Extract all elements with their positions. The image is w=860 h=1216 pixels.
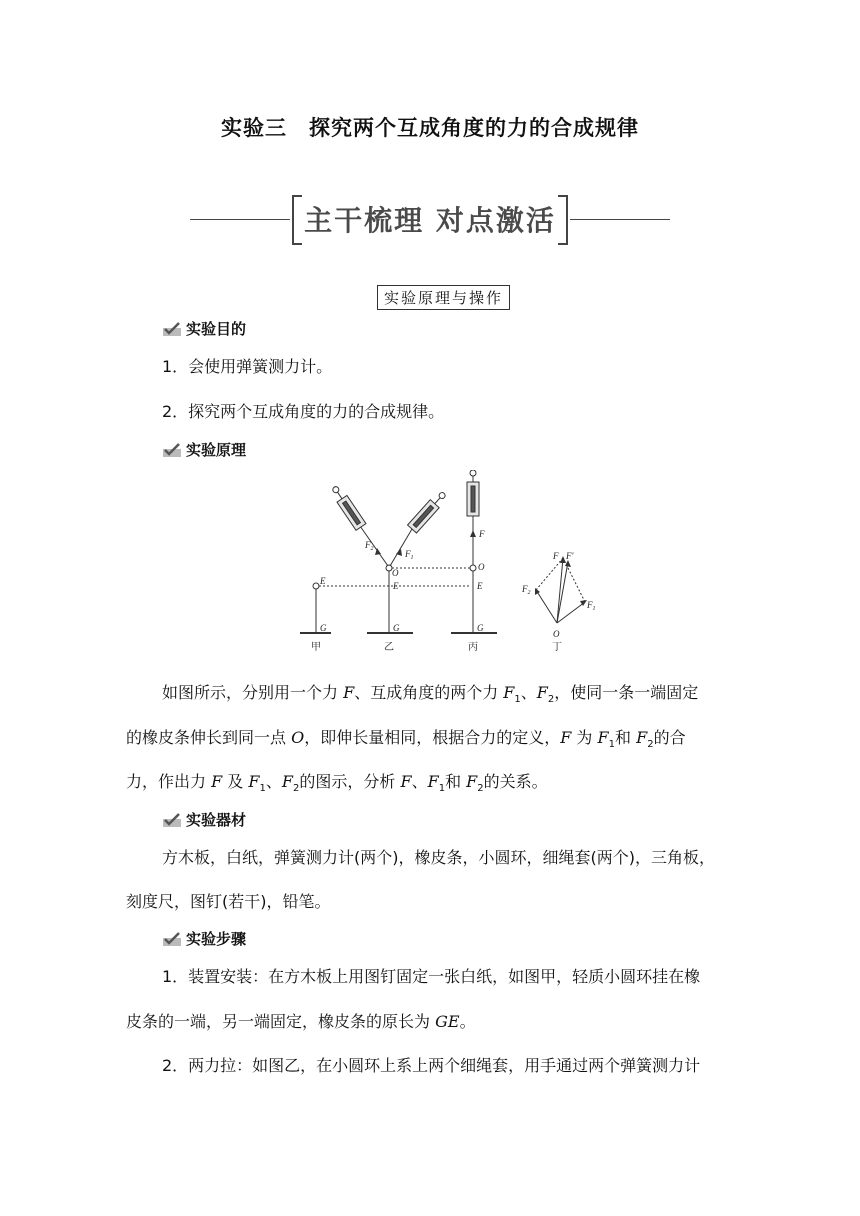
string-right xyxy=(390,529,412,566)
banner-text: 主干梳理 对点激活 xyxy=(304,204,556,237)
experiment-figure xyxy=(295,470,615,660)
label-F2: $F_2$ xyxy=(365,540,374,552)
steps-line: 1．装置安装：在方木板上用图钉固定一张白纸，如图甲，轻质小圆环挂在橡 xyxy=(162,967,701,986)
label-F1: $F_1$ xyxy=(587,600,596,612)
ring-bing xyxy=(470,565,476,571)
section-heading-principle xyxy=(162,439,246,460)
purpose-item: 1．会使用弹簧测力计。 xyxy=(162,357,333,376)
checkmark-icon xyxy=(162,442,182,458)
section-heading-label: 实验目的 xyxy=(186,320,247,338)
section-banner xyxy=(292,195,568,243)
section-heading-label: 实验原理 xyxy=(186,441,247,459)
spring-scale-vertical xyxy=(467,470,479,516)
caption-bing: 丙 xyxy=(468,642,478,653)
label-G: G xyxy=(393,623,400,633)
label-E: E xyxy=(393,581,399,591)
checkmark-icon xyxy=(162,321,182,337)
label-F2: $F_2$ xyxy=(522,584,531,596)
banner-left-line xyxy=(190,219,290,220)
boxed-subtitle: 实验原理与操作 xyxy=(377,285,510,310)
steps-line: 皮条的一端，另一端固定，橡皮条的原长为 GE。 xyxy=(126,1012,476,1031)
banner-right-line xyxy=(570,219,670,220)
label-G: G xyxy=(477,623,484,633)
steps-line: 2．两力拉：如图乙，在小圆环上系上两个细绳套，用手通过两个弹簧测力计 xyxy=(162,1056,701,1075)
section-heading-label: 实验器材 xyxy=(186,811,247,829)
section-heading-label: 实验步骤 xyxy=(186,930,247,948)
label-E: E xyxy=(320,576,326,586)
label-F1: $F_1$ xyxy=(405,549,414,561)
section-heading-steps xyxy=(162,928,246,949)
section-heading-purpose xyxy=(162,318,246,339)
label-O: O xyxy=(478,562,485,572)
label-E: E xyxy=(477,581,483,591)
principle-paragraph-line: 的橡皮条伸长到同一点 O，即伸长量相同，根据合力的定义，F 为 $F_1$和 $F_2$的合 xyxy=(126,728,686,751)
ring-jia xyxy=(313,583,319,589)
label-G: G xyxy=(320,623,327,633)
page-title: 实验三 探究两个互成角度的力的合成规律 xyxy=(221,116,639,140)
label-Fprime: F' xyxy=(566,551,574,561)
label-F: F xyxy=(553,551,559,561)
vector-F2 xyxy=(536,590,557,623)
caption-ding: 丁 xyxy=(552,642,562,653)
checkmark-icon xyxy=(162,931,182,947)
label-O: O xyxy=(553,629,560,639)
caption-yi: 乙 xyxy=(384,642,394,653)
vector-Fprime xyxy=(557,562,568,623)
equipment-line: 方木板，白纸，弹簧测力计(两个)，橡皮条，小圆环，细绳套(两个)，三角板， xyxy=(162,848,715,867)
spring-scale-right xyxy=(408,489,449,533)
purpose-item: 2．探究两个互成角度的力的合成规律。 xyxy=(162,402,445,421)
equipment-line: 刻度尺，图钉(若干)，铅笔。 xyxy=(126,892,331,911)
vector-F1 xyxy=(557,602,585,623)
section-heading-equipment xyxy=(162,809,246,830)
dashed-side-1 xyxy=(536,558,563,590)
label-F: F xyxy=(479,529,485,539)
caption-jia: 甲 xyxy=(311,642,321,653)
checkmark-icon xyxy=(162,812,182,828)
principle-paragraph-line: 如图所示，分别用一个力 F、互成角度的两个力 $F_1$、$F_2$，使同一条一端固定 xyxy=(162,683,699,706)
label-O: O xyxy=(392,568,399,578)
principle-paragraph-line: 力，作出力 F 及 $F_1$、$F_2$的图示，分析 F、$F_1$和 $F_2$的关系。 xyxy=(126,772,548,795)
vector-F xyxy=(557,558,563,623)
spring-scale-left xyxy=(329,484,366,531)
